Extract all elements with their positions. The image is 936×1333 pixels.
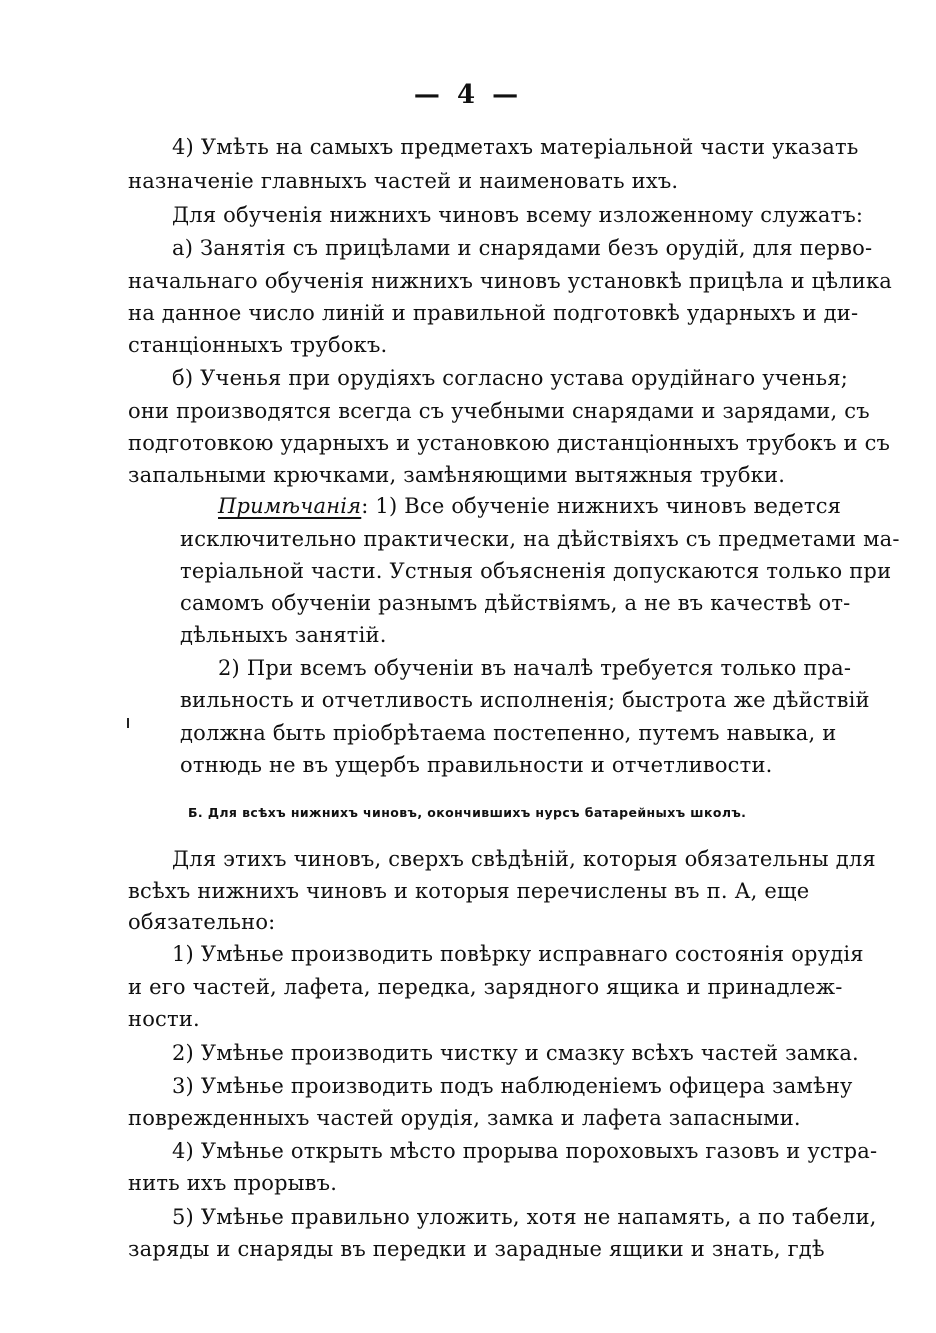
item-b-line-3: подготовкою ударныхъ и установкою дистанціонныхъ трубокъ и съ <box>128 431 891 455</box>
note2-line-2: вильность и отчетливость исполненія; быстрота же дѣйствій <box>180 688 870 712</box>
note1-line-1 <box>218 493 842 519</box>
b-item5-line-1: 5) Умѣнье правильно уложить, хотя не напамять, а по табели, <box>172 1205 877 1229</box>
note1-line-4: самомъ обученіи разнымъ дѣйствіямъ, а не въ качествѣ от- <box>180 591 851 615</box>
item4-line-1: 4) Умѣть на самыхъ предметахъ матеріальной части указать <box>172 135 859 159</box>
b-item5-line-2: заряды и снаряды въ передки и зарадные ящики и знать, гдѣ <box>128 1237 825 1261</box>
item-b-line-4: запальными крючками, замѣняющими вытяжныя трубки. <box>128 463 786 487</box>
b-item1-line-1: 1) Умѣнье производить повѣрку исправнаго состоянія орудія <box>172 942 864 966</box>
item-a-line-2: начальнаго обученія нижнихъ чиновъ установкѣ прицѣла и цѣлика <box>128 269 893 293</box>
b-item4-line-1: 4) Умѣнье открыть мѣсто прорыва пороховыхъ газовъ и устра- <box>172 1139 878 1163</box>
b-item3-line-2: поврежденныхъ частей орудія, замка и лафета запасными. <box>128 1106 801 1130</box>
item4-line-2: назначеніе главныхъ частей и наименовать ихъ. <box>128 169 679 193</box>
section-b-heading: Б. Для всѣхъ нижнихъ чиновъ, окончившихъ нурсъ батарейныхъ школъ. <box>188 805 747 820</box>
section-b-intro-line-3: обязательно: <box>128 910 276 934</box>
page-number: — 4 — <box>413 80 523 110</box>
note1-first-rest: : 1) Все обученіе нижнихъ чиновъ ведется <box>361 494 842 518</box>
section-b-intro-line-1: Для этихъ чиновъ, сверхъ свѣдѣній, которыя обязательны для <box>172 847 876 871</box>
note2-line-4: отнюдь не въ ущербъ правильности и отчетливости. <box>180 753 773 777</box>
item-a-line-4: станціонныхъ трубокъ. <box>128 333 388 357</box>
item-b-line-2: они производятся всегда съ учебными снарядами и зарядами, съ <box>128 399 870 423</box>
training-intro: Для обученія нижнихъ чиновъ всему изложенному служатъ: <box>172 203 864 227</box>
note2-line-1: 2) При всемъ обученіи въ началѣ требуется только пра- <box>218 656 852 680</box>
note1-line-2: исключительно практически, на дѣйствіяхъ съ предметами ма- <box>180 527 900 551</box>
note1-line-5: дѣльныхъ занятій. <box>180 623 387 647</box>
notes-label: Примѣчанія <box>218 494 362 518</box>
b-item1-line-3: ности. <box>128 1007 200 1031</box>
note2-line-3: должна быть пріобрѣтаема постепенно, путемъ навыка, и <box>180 721 837 745</box>
item-a-line-1: а) Занятія съ прицѣлами и снарядами безъ орудій, для перво- <box>172 236 873 260</box>
item-b-line-1: б) Ученья при орудіяхъ согласно устава орудійнаго ученья; <box>172 366 849 390</box>
b-item2: 2) Умѣнье производить чистку и смазку всѣхъ частей замка. <box>172 1041 859 1065</box>
section-b-intro-line-2: всѣхъ нижнихъ чиновъ и которыя перечислены въ п. А, еще <box>128 879 810 903</box>
item-a-line-3: на данное число линій и правильной подготовкѣ ударныхъ и ди- <box>128 301 859 325</box>
print-speck <box>127 718 129 728</box>
b-item4-line-2: нить ихъ прорывъ. <box>128 1171 338 1195</box>
b-item3-line-1: 3) Умѣнье производить подъ наблюденіемъ офицера замѣну <box>172 1074 853 1098</box>
note1-line-3: теріальной части. Устныя объясненія допускаются только при <box>180 559 892 583</box>
b-item1-line-2: и его частей, лафета, передка, зарядного ящика и принадлеж- <box>128 975 843 999</box>
